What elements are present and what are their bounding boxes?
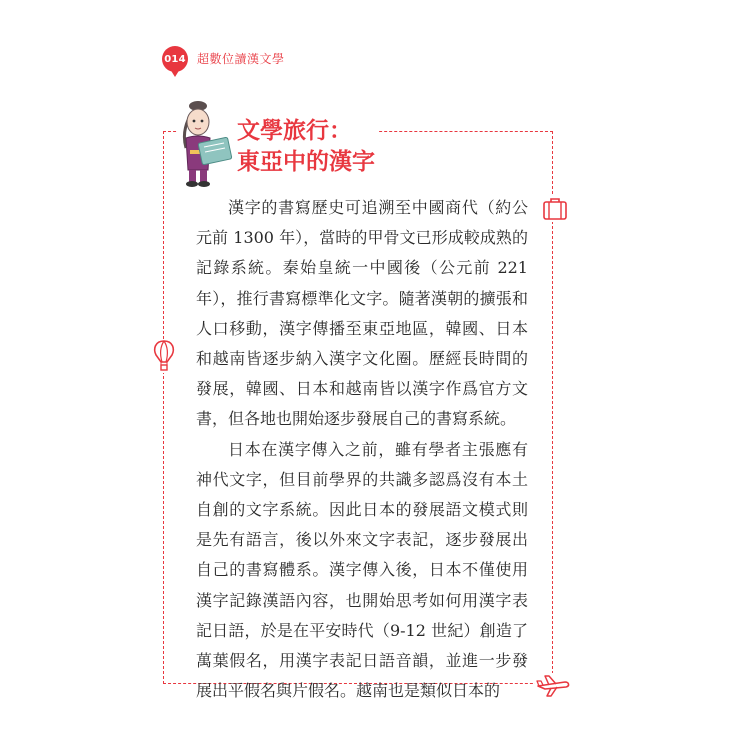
paragraph: 日本在漢字傳入之前，雖有學者主張應有神代文字，但目前學界的共識多認爲沒有本土自創的文字系統。因此日本的發展語文模式則是先有語言，後以外來文字表記，逐步發展出自己的書寫體系。漢字傳入後，日本不僅使用漢字記錄漢語內容，也開始思考如何用漢字表記日語，於是在平安時代（9-12 世紀）創造了萬葉假名，用漢字表記日語音韻，並進一步發展出平假名與片假名。越南也是類似日本的 bbox=[196, 439, 528, 701]
page-number: 014 bbox=[164, 53, 186, 65]
page-badge-pointer bbox=[170, 69, 180, 77]
section-title-line2: 東亞中的漢字 bbox=[237, 149, 375, 175]
article-body bbox=[196, 193, 528, 706]
book-title: 超數位讀漢文學 bbox=[197, 52, 285, 66]
section-title-line1: 文學旅行： bbox=[237, 116, 358, 147]
section-heading bbox=[233, 116, 379, 178]
mascot-scholar-with-book-icon bbox=[178, 100, 238, 190]
hot-air-balloon-icon bbox=[152, 339, 176, 373]
paragraph: 漢字的書寫歷史可追溯至中國商代（約公元前 1300 年），當時的甲骨文已形成較成熟的記錄系統。秦始皇統一中國後（公元前 221 年），推行書寫標準化文字。隨著漢朝的擴張和人口移動，漢字傳播至東亞地區，韓國、日本和越南皆逐步納入漢字文化圈。歷經長時間的發展，韓國、日本和越南皆以漢字作爲官方文書，但各地也開始逐步發展自己的書寫系統。 bbox=[196, 198, 528, 429]
suitcase-icon bbox=[541, 196, 569, 222]
airplane-icon bbox=[535, 673, 571, 699]
